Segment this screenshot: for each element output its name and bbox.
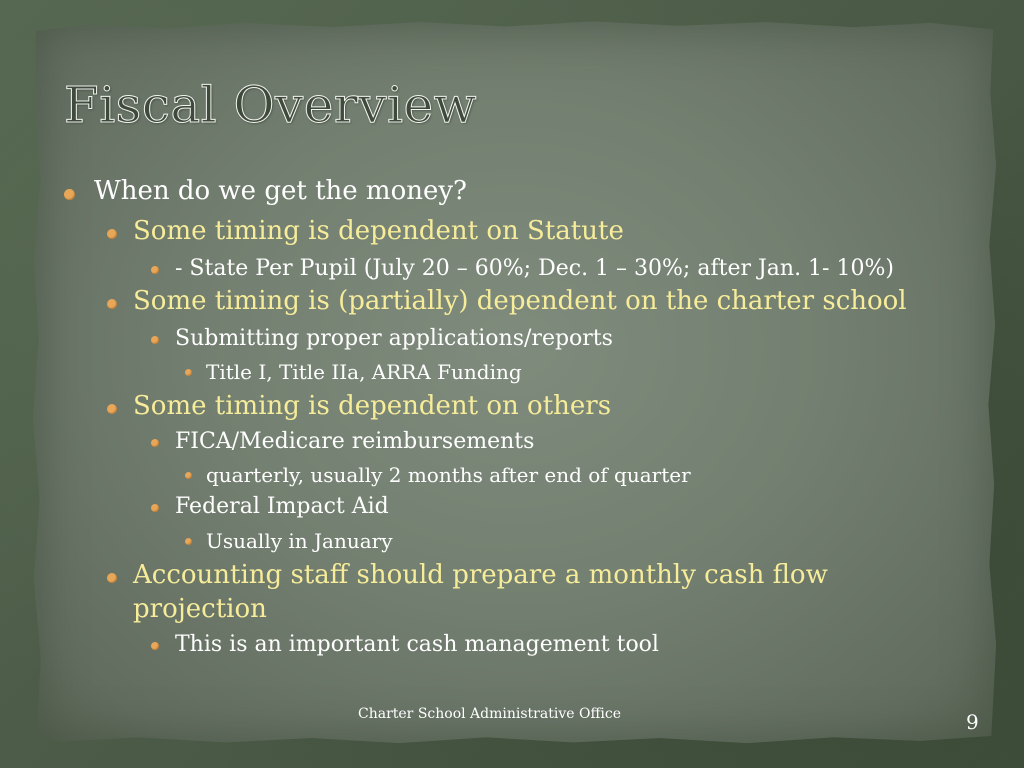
bullet-text: Some timing is dependent on Statute [133,216,624,246]
bullet-text: Accounting staff should prepare a monthly cash flow [133,560,828,590]
bullet-text: Usually in January [206,529,393,553]
bullet-item-title-funding [206,360,522,384]
bullet-item-others [133,391,611,421]
bullet-dot-icon [151,336,159,344]
bullet-item-cash-flow-continued [133,594,267,624]
page-number: 9 [966,710,979,734]
bullet-dot-icon [64,189,75,200]
bullet-item-cash-flow [133,560,828,590]
bullet-dot-icon [151,439,159,447]
bullet-text: Title I, Title IIa, ARRA Funding [206,360,522,384]
bullet-dot-icon [107,299,117,309]
bullet-item-money [94,176,467,206]
bullet-dot-icon [151,266,159,274]
bullet-dot-icon [151,642,159,650]
bullet-text: Some timing is (partially) dependent on the charter school [133,286,907,316]
bullet-text: Some timing is dependent on others [133,391,612,421]
slide-title: Fiscal Overview [64,76,477,134]
bullet-item-charter-school [133,286,907,316]
bullet-text: Submitting proper applications/reports [175,326,613,351]
bullet-item-state-per-pupil [175,256,894,281]
bullet-text: When do we get the money? [94,176,467,206]
bullet-text: FICA/Medicare reimbursements [175,429,535,454]
bullet-item-cash-tool [175,632,659,657]
bullet-text: Federal Impact Aid [175,494,389,519]
bullet-dot-icon [151,504,159,512]
bullet-dot-icon [107,404,117,414]
slide-footer: Charter School Administrative Office [358,706,621,722]
bullet-item-impact-aid [175,494,389,519]
bullet-dot-icon [185,472,192,479]
bullet-item-january [206,529,393,553]
bullet-text: quarterly, usually 2 months after end of quarter [206,463,691,487]
bullet-item-statute [133,216,624,246]
bullet-item-fica [175,429,534,454]
bullet-dot-icon [185,538,192,545]
bullet-item-quarterly [206,463,691,487]
bullet-dot-icon [107,229,117,239]
bullet-text: This is an important cash management tool [175,632,659,657]
bullet-dot-icon [107,573,117,583]
bullet-text: projection [133,594,267,624]
bullet-text: - State Per Pupil (July 20 – 60%; Dec. 1 – 30%; after Jan. 1- 10%) [175,256,894,281]
bullet-item-applications [175,326,613,351]
bullet-dot-icon [185,369,192,376]
